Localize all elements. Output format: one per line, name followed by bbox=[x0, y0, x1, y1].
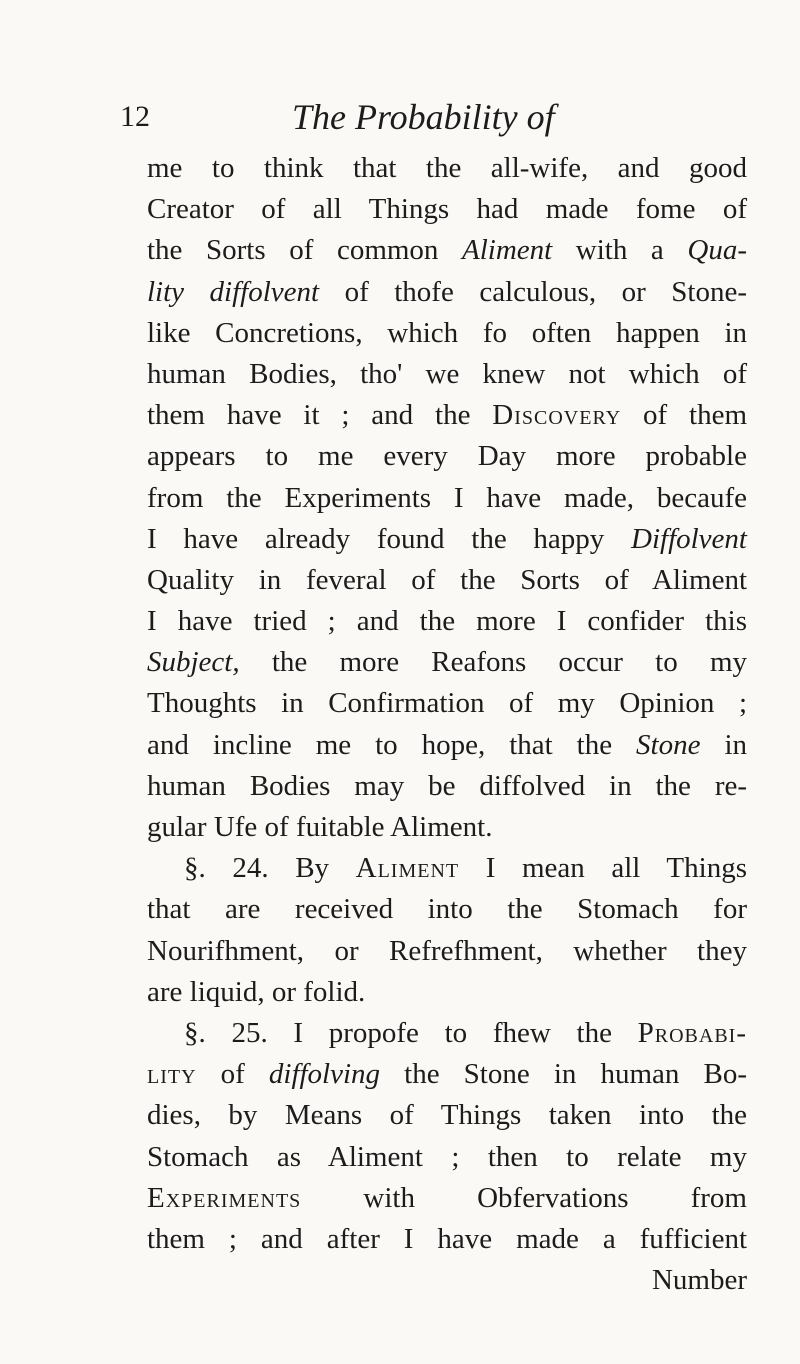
text-line: the Sorts of common Aliment with a Qua- bbox=[147, 234, 747, 267]
text-line: I have already found the happy Diffolvent bbox=[147, 522, 747, 555]
page-number: 12 bbox=[120, 100, 150, 133]
text-line: them ; and after I have made a fufficient bbox=[147, 1222, 747, 1255]
text-line: me to think that the all-wife, and good bbox=[147, 152, 747, 184]
text-line: lity diffolvent of thofe calculous, or Stone- bbox=[147, 275, 747, 308]
catchword: Number bbox=[651, 1264, 747, 1297]
text-line: Thoughts in Confirmation of my Opinion ; bbox=[147, 687, 747, 720]
section-25-line: §. 25. I propofe to fhew the Probabi- bbox=[184, 1016, 747, 1049]
text-line: human Bodies may be diffolved in the re- bbox=[147, 769, 747, 802]
text-line: Experiments with Obfervations from bbox=[147, 1181, 747, 1214]
text-line: appears to me every Day more probable bbox=[147, 440, 747, 473]
text-line: Subject, the more Reafons occur to my bbox=[147, 646, 747, 679]
text-line: are liquid, or folid. bbox=[147, 975, 366, 1008]
text-line: dies, by Means of Things taken into the bbox=[147, 1099, 747, 1132]
text-line: them have it ; and the Discovery of them bbox=[147, 399, 747, 432]
text-line: and incline me to hope, that the Stone in bbox=[147, 728, 748, 761]
text-line: I have tried ; and the more I confider this bbox=[147, 605, 747, 638]
text-line: from the Experiments I have made, becaufe bbox=[147, 481, 747, 514]
text-line: Stomach as Aliment ; then to relate my bbox=[147, 1140, 747, 1173]
text-line: that are received into the Stomach for bbox=[147, 893, 747, 926]
text-line: Quality in feveral of the Sorts of Aliment bbox=[147, 563, 747, 596]
page-header bbox=[120, 96, 720, 146]
text-line: Nourifhment, or Refrefhment, whether they bbox=[147, 934, 747, 967]
text-line: like Concretions, which fo often happen in bbox=[147, 316, 747, 349]
text-line: human Bodies, tho' we knew not which of bbox=[147, 357, 747, 390]
text-line: lity of diffolving the Stone in human Bo- bbox=[147, 1058, 747, 1091]
section-24-line: §. 24. By Aliment I mean all Things bbox=[184, 852, 747, 885]
text-line: Creator of all Things had made fome of bbox=[147, 193, 747, 226]
body-text bbox=[147, 148, 747, 1301]
text-line: gular Ufe of fuitable Aliment. bbox=[147, 811, 493, 843]
running-title: The Probability of bbox=[292, 97, 555, 137]
